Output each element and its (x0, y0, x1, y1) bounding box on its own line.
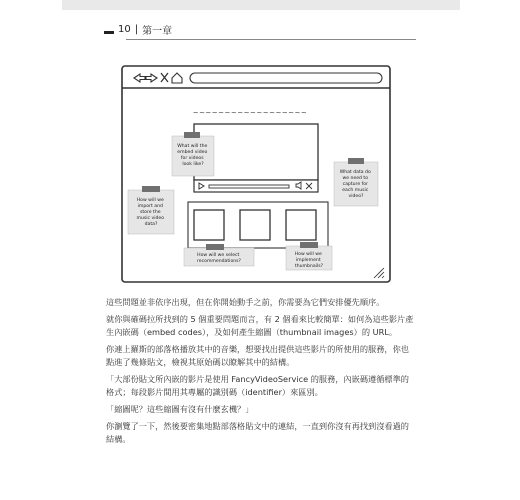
video-progress-track (209, 185, 289, 188)
svg-text:How will we implement: How will we implement thumbnails? (294, 252, 324, 269)
thumbnail-2 (240, 210, 270, 240)
paragraph: 「大部份貼文所內嵌的影片是使用 FancyVideoService 的服務，內嵌碼遵循標準的格式；每段影片間用其專屬的識別碼（identifier）來區別。 (106, 374, 409, 397)
svg-text:What data do we need to: What data do we need to capture for each music video? (339, 170, 371, 199)
svg-text:What will the embed vide: What will the embed video for videos look like? (177, 144, 208, 167)
thumbnail-3 (286, 210, 316, 240)
paragraph: 你瀏覽了一下，然後要密集地點部落格貼文中的連結，一直到你沒有再找到沒看過的結構。 (106, 421, 409, 444)
sticky-note-thumbnails (286, 242, 332, 270)
paragraph: 「縮圖呢？這些縮圖有沒有什麼玄機？」 (106, 404, 254, 414)
sticky-note-capture-data (334, 158, 378, 206)
paragraph: 你連上羅斯的部落格播放其中的音樂，想要找出提供這些影片的所使用的服務，你也點進了幾條貼文，檢視其原始碼以瞭解其中的結構。 (106, 344, 409, 367)
chapter-title: 第一章 (142, 25, 173, 37)
header-separator: | (134, 23, 139, 35)
sticky-note-embed-video (172, 132, 214, 176)
page-number: 10 (118, 23, 131, 35)
svg-text:How will we select recom: How will we select recommendations? (197, 253, 241, 264)
svg-text:~~~~~~~~~~~~~~~~~~: ~~~~~~~~~~~~~~~~~~ (192, 109, 308, 117)
page-top-shade (62, 0, 460, 10)
svg-text:How will we import and: How will we import and store the music video data? (136, 198, 165, 227)
sticky-note-import-store (128, 186, 174, 234)
paragraph: 這些問題並非依序出現，但在你開始動手之前，你需要為它們安排優先順序。 (106, 297, 385, 307)
header-marker (104, 31, 114, 34)
wireframe-figure (102, 52, 414, 288)
thumbnail-1 (194, 210, 224, 240)
body-text (106, 296, 416, 450)
blurred-post-title (193, 109, 308, 117)
paragraph: 就你與確碼拉所找到的 5 個重要問題而言，有 2 個看來比較簡單：如何為這些影片產生內嵌碼（embed codes），及如何產生縮圖（thumbnail images）的 URL。 (106, 314, 414, 337)
address-bar (190, 73, 382, 83)
page-header (104, 22, 172, 36)
header-rule (126, 39, 416, 40)
